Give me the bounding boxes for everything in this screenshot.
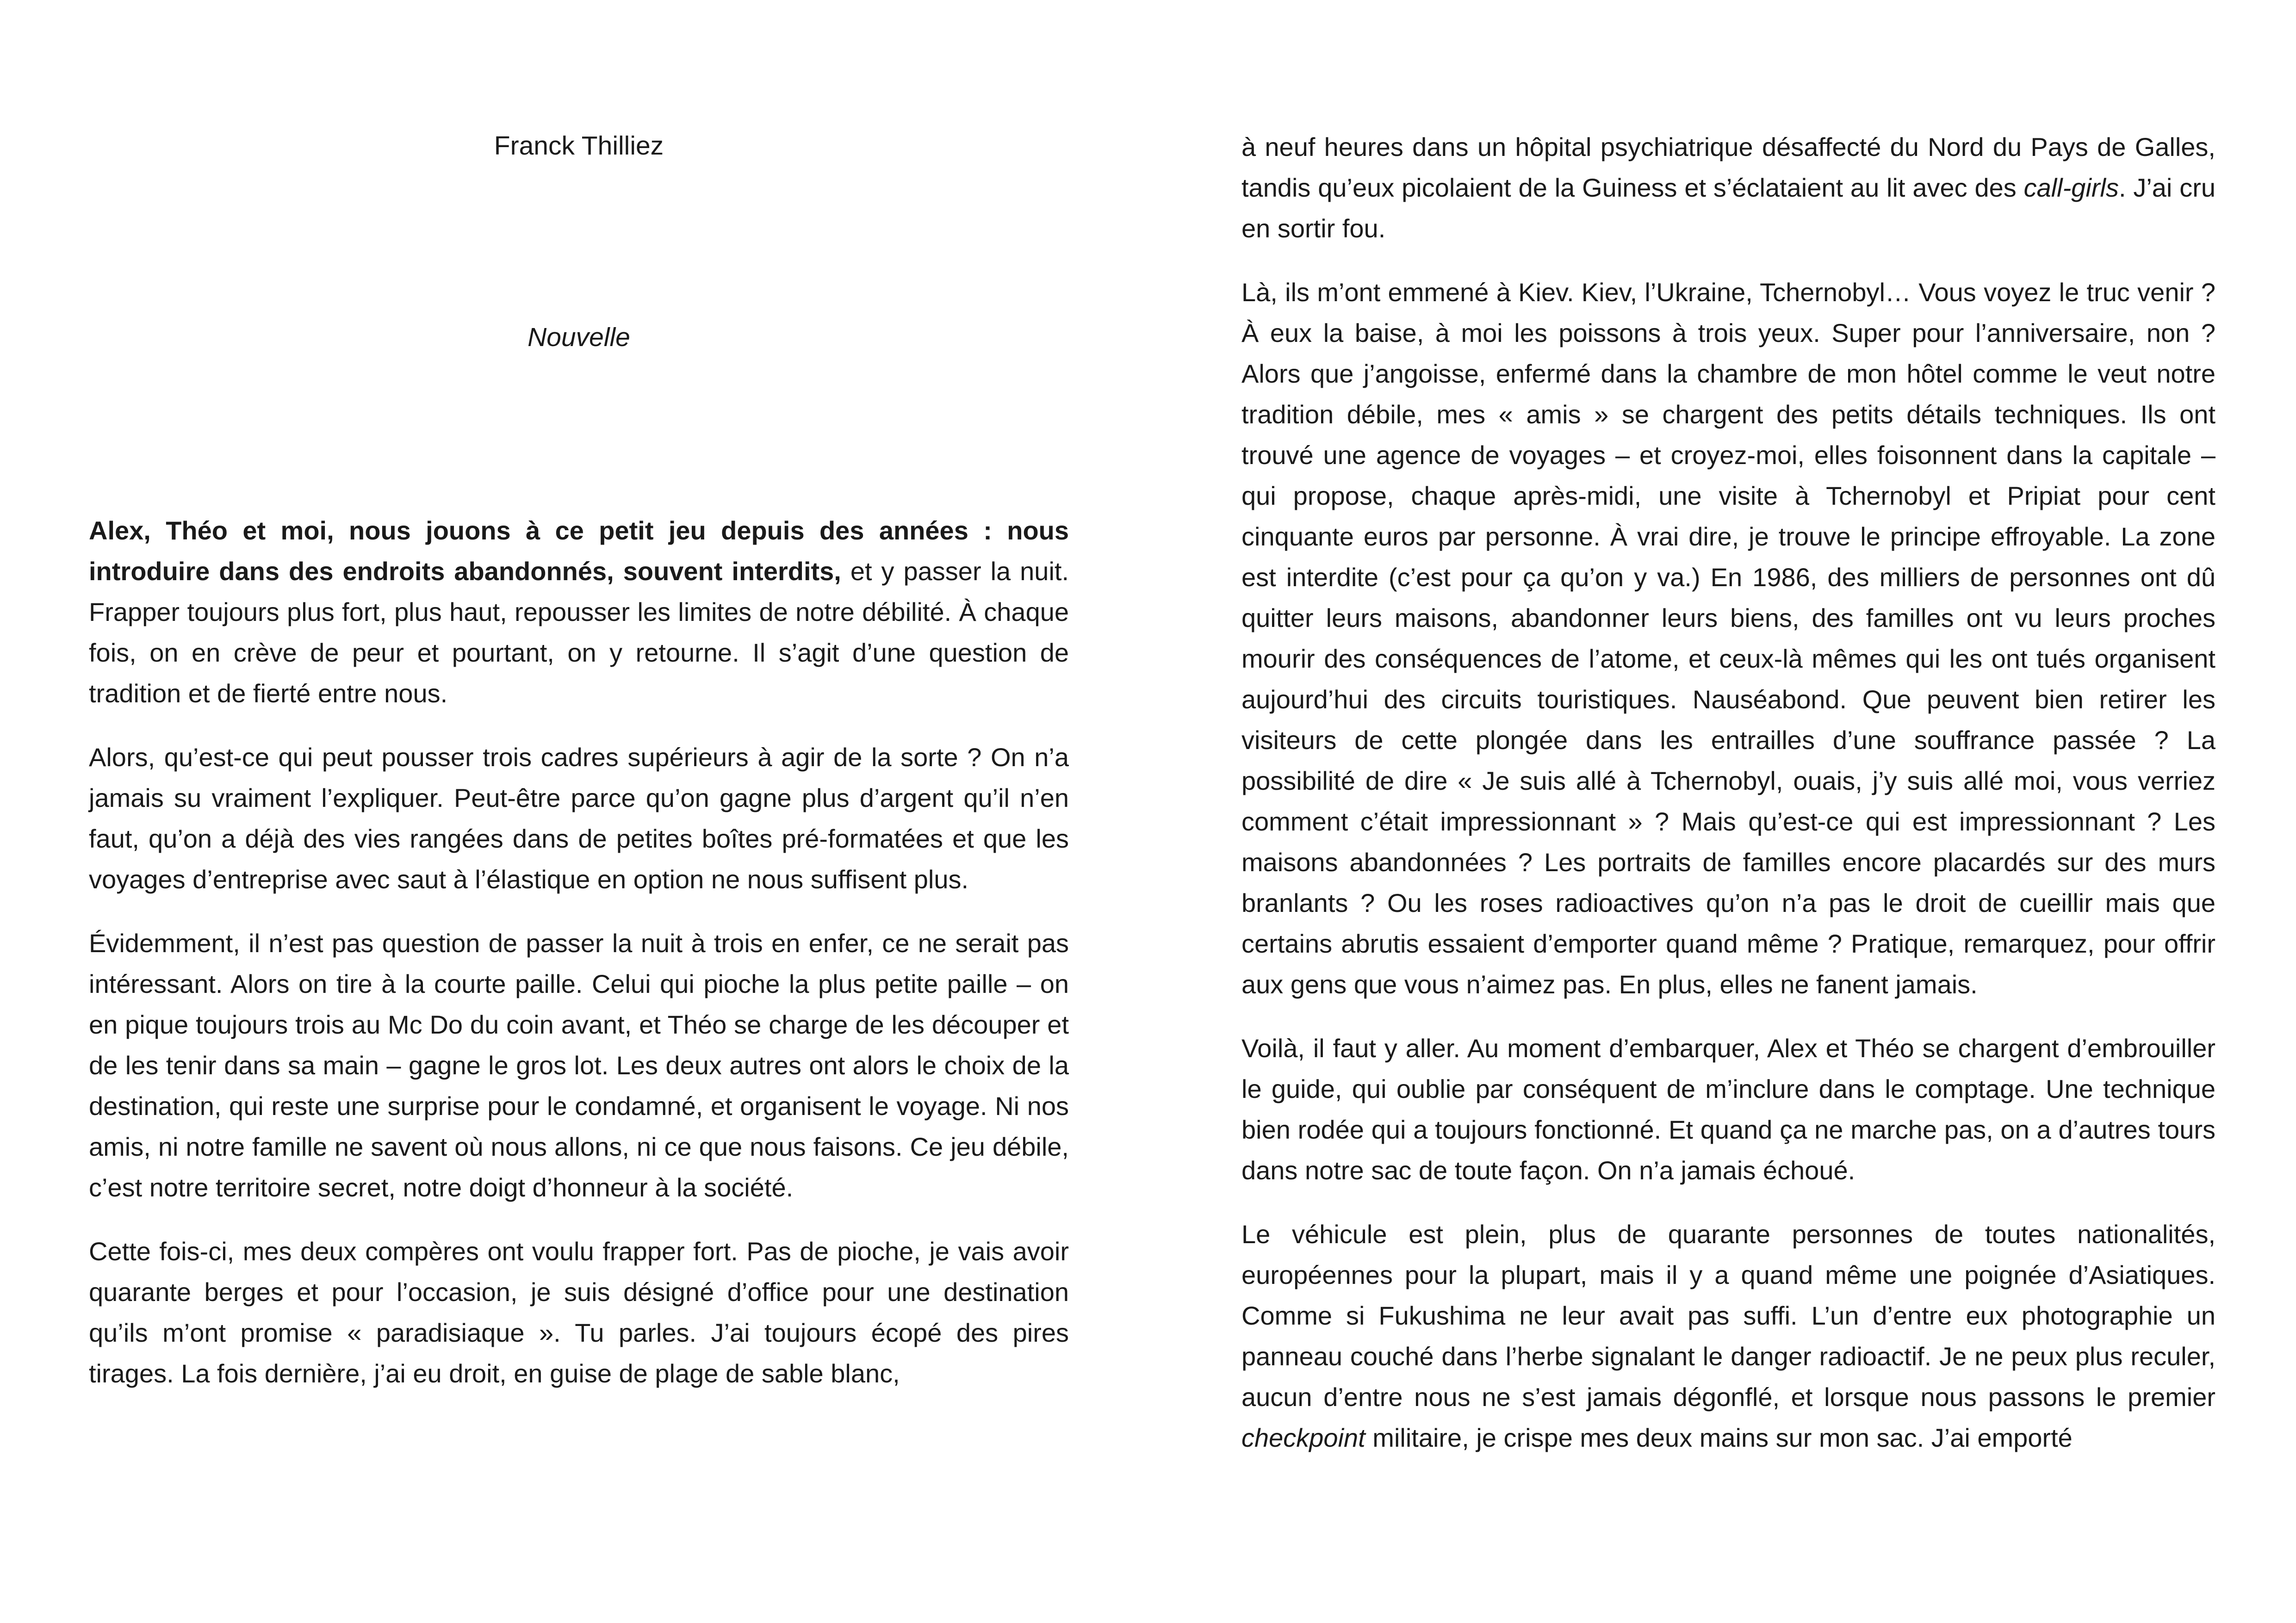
bold-lead-text: Alex, Théo et moi, nous jouons à ce petit jeu depuis des années : nous introduire dans des endroits abandonnés, souvent interdits, <box>89 516 1069 586</box>
italic-term: checkpoint <box>1241 1423 1365 1452</box>
paragraph-text: et y passer la nuit. Frapper toujours plus fort, plus haut, repousser les limites de notre débilité. À chaque fois, on en crève de peur et pourtant, on y retourne. Il s’agit d’une question de tradition et de fierté entre nous. <box>89 557 1069 708</box>
paragraph-intro <box>89 510 1069 714</box>
paragraph-text: Le véhicule est plein, plus de quarante personnes de toutes nationalités, européennes pour la plupart, mais il y a quand même une poignée d’Asiatiques. Comme si Fukushima ne leur avait pas suffi. L’un d’entre eux photographie un panneau couché dans l’herbe signalant le danger radioactif. Je ne peux plus reculer, aucun d’entre nous ne s’est jamais dégonflé, et lorsque nous passons le premier <box>1241 1220 2215 1412</box>
paragraph: Voilà, il faut y aller. Au moment d’embarquer, Alex et Théo se chargent d’embrouiller le guide, qui oublie par conséquent de m’inclure dans le comptage. Une technique bien rodée qui a toujours fonctionné. Et quand ça ne marche pas, on a d’autres tours dans notre sac de toute façon. On n’a jamais échoué. <box>1241 1034 2215 1185</box>
paragraph-text: à neuf heures dans un hôpital psychiatrique désaffecté du Nord du Pays de Galles, tandis qu’eux picolaient de la Guiness et s’éclataient au lit avec des <box>1241 132 2215 202</box>
right-page-body <box>1241 127 2215 1481</box>
paragraph: Évidemment, il n’est pas question de passer la nuit à trois en enfer, ce ne serait pas intéressant. Alors on tire à la courte paille. Celui qui pioche la plus petite paille – on en pique toujours trois au Mc Do du coin avant, et Théo se charge de les découper et de les tenir dans sa main – gagne le gros lot. Les deux autres ont alors le choix de la destination, qui reste une surprise pour le condamné, et organisent le voyage. Ni nos amis, ni notre famille ne savent où nous allons, ni ce que nous faisons. Ce jeu débile, c’est notre territoire secret, notre doigt d’honneur à la société. <box>89 929 1069 1202</box>
genre-label: Nouvelle <box>527 322 630 352</box>
paragraph <box>1241 1214 2215 1458</box>
left-page-body <box>89 510 1069 1417</box>
paragraph-text: militaire, je crispe mes deux mains sur mon sac. J’ai emporté <box>1365 1423 2073 1452</box>
paragraph: Cette fois-ci, mes deux compères ont voulu frapper fort. Pas de pioche, je vais avoir quarante berges et pour l’occasion, je suis désigné d’office pour une destination qu’ils m’ont promise « paradisiaque ». Tu parles. J’ai toujours écopé des pires tirages. La fois dernière, j’ai eu droit, en guise de plage de sable blanc, <box>89 1237 1069 1388</box>
paragraph: Là, ils m’ont emmené à Kiev. Kiev, l’Ukraine, Tchernobyl… Vous voyez le truc venir ? À eux la baise, à moi les poissons à trois yeux. Super pour l’anniversaire, non ? Alors que j’angoisse, enfermé dans la chambre de mon hôtel comme le veut notre tradition débile, mes « amis » se chargent des petits détails techniques. Ils ont trouvé une agence de voyages – et croyez-moi, elles foisonnent dans la capitale – qui propose, chaque après-midi, une visite à Tchernobyl et Pripiat pour cent cinquante euros par personne. À vrai dire, je trouve le principe effroyable. La zone est interdite (c’est pour ça qu’on y va.) En 1986, des milliers de personnes ont dû quitter leurs maisons, abandonner leurs biens, des familles ont vu leurs proches mourir des conséquences de l’atome, et ceux-là mêmes qui les ont tués organisent aujourd’hui des circuits touristiques. Nauséabond. Que peuvent bien retirer les visiteurs de cette plongée dans les entrailles d’une souffrance passée ? La possibilité de dire « Je suis allé à Tchernobyl, ouais, j’y suis allé moi, vous verriez comment c’était impressionnant » ? Mais qu’est-ce qui est impressionnant ? Les maisons abandonnées ? Les portraits de familles encore placardés sur des murs branlants ? Ou les roses radioactives qu’on n’a pas le droit de cueillir mais que certains abrutis essaient d’emporter quand même ? Pratique, remarquez, pour offrir aux gens que vous n’aimez pas. En plus, elles ne fanent jamais. <box>1241 278 2215 999</box>
author-name: Franck Thilliez <box>494 131 664 161</box>
paragraph: Alors, qu’est-ce qui peut pousser trois cadres supérieurs à agir de la sorte ? On n’a jamais su vraiment l’expliquer. Peut-être parce qu’on gagne plus d’argent qu’il n’en faut, qu’on a déjà des vies rangées dans de petites boîtes pré-formatées et que les voyages d’entreprise avec saut à l’élastique en option ne nous suffisent plus. <box>89 743 1069 894</box>
italic-term: call-girls <box>2023 173 2119 202</box>
paragraph <box>1241 127 2215 249</box>
paragraph-text: . J’ai cru en sortir fou. <box>1241 173 2216 243</box>
